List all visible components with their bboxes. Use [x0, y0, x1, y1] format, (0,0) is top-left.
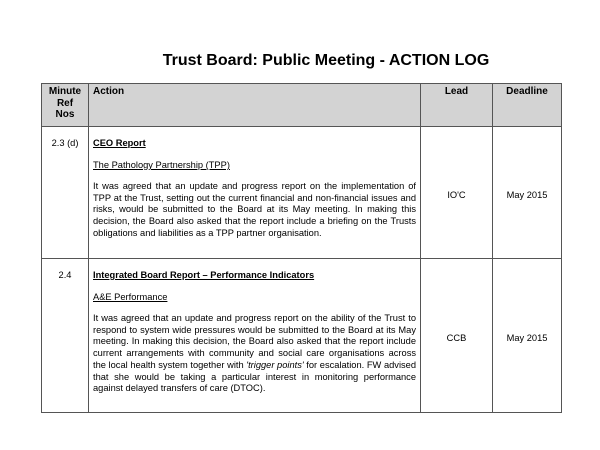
action-subheading: A&E Performance [93, 292, 168, 302]
lead-cell: IO'C [421, 127, 493, 259]
action-text-part1: It was agreed that an update and progress report on the ability of the Trust to respond to system wide pressures would be submitted to the Board at its May meeting. In making this decision, the Board also asked that the report include current arrangements with community and social care organisations across the local health system together with [93, 313, 416, 370]
action-cell [89, 127, 421, 259]
header-deadline: Deadline [493, 84, 562, 127]
header-minute-line3: Nos [55, 109, 75, 120]
header-action: Action [89, 84, 421, 127]
action-cell [89, 259, 421, 413]
action-text: It was agreed that an update and progress report on the implementation of TPP at the Trust, setting out the current financial and non-financial issues and risks, would be submitted to the Board at its May meeting. In making this decision, the Board also asked that the report include a briefing on the Trusts obligations and liabilities as a TPP partner organisation. [93, 181, 416, 238]
header-minute-line1: Minute [48, 86, 82, 97]
action-heading: CEO Report [93, 138, 146, 148]
action-text [93, 313, 416, 395]
action-text-quote: 'trigger points' [246, 359, 304, 370]
action-heading: Integrated Board Report – Performance Indicators [93, 270, 315, 280]
table-row [42, 259, 562, 413]
header-minute-ref [42, 84, 89, 127]
header-lead: Lead [421, 84, 493, 127]
action-subheading: The Pathology Partnership (TPP) [93, 160, 230, 170]
minute-ref-cell: 2.3 (d) [42, 127, 89, 259]
deadline-cell: May 2015 [493, 127, 562, 259]
table-row [42, 127, 562, 259]
header-minute-line2: Ref [56, 97, 74, 109]
page-title: Trust Board: Public Meeting - ACTION LOG [162, 52, 490, 69]
table-header-row [42, 84, 562, 127]
lead-cell: CCB [421, 259, 493, 413]
deadline-cell: May 2015 [493, 259, 562, 413]
action-log-table [41, 83, 562, 413]
minute-ref-cell: 2.4 [42, 259, 89, 413]
action-text-part2: for escalation. FW advised that she would be taking a particular interest in monitoring performance against delayed transfers of care (DTOC). [93, 359, 416, 394]
